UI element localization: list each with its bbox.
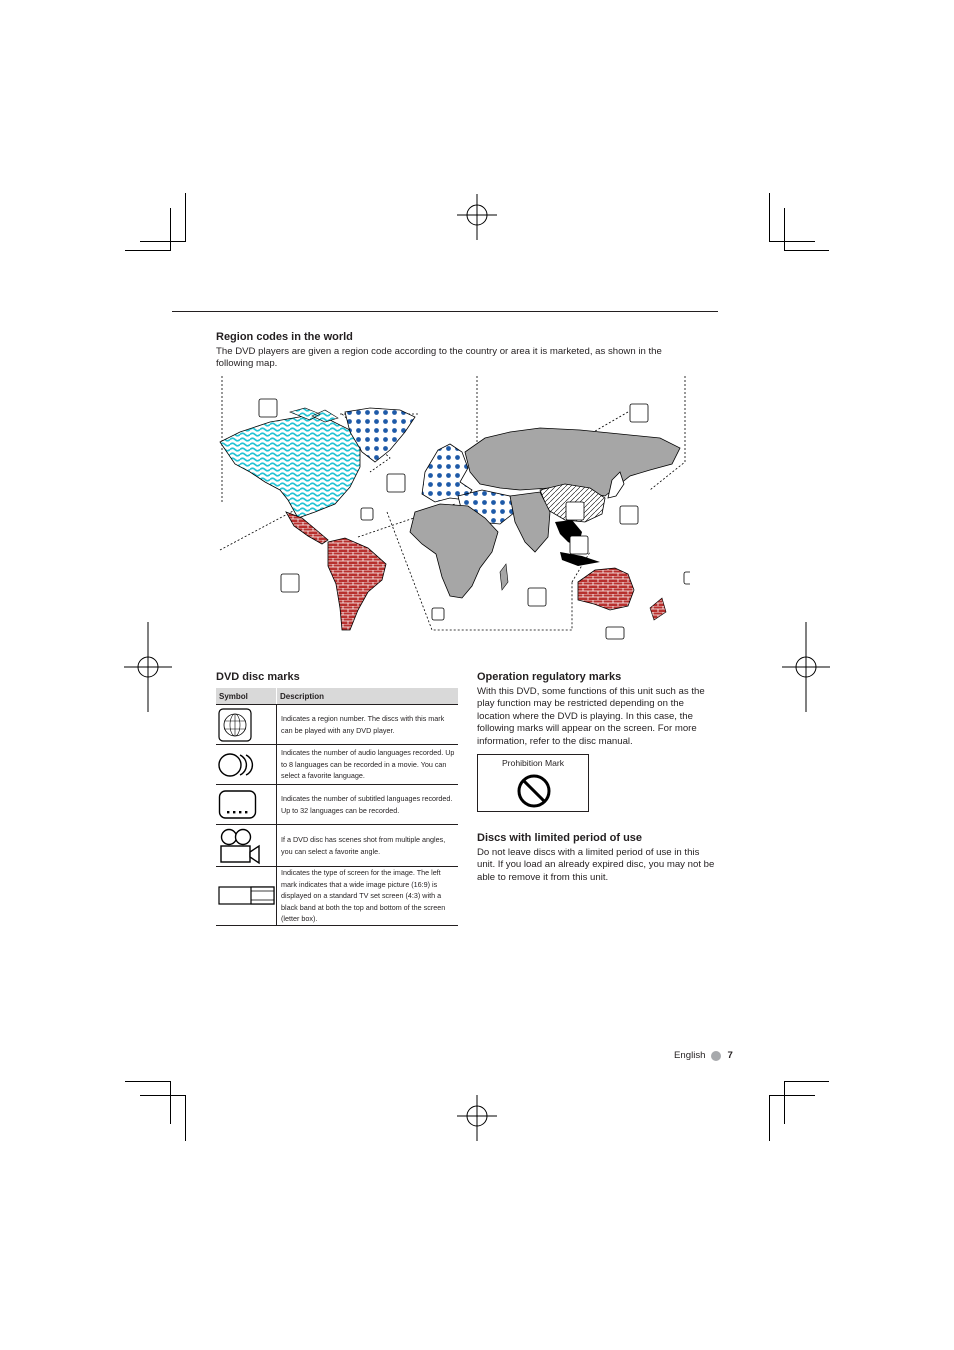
crop-mark [185, 1095, 186, 1141]
crop-mark [769, 193, 770, 242]
disc-marks-heading: DVD disc marks [216, 671, 300, 683]
crop-mark [185, 193, 186, 242]
footer-dot-icon [711, 1051, 721, 1061]
audio-languages-icon [218, 750, 266, 780]
region-5-africa [410, 504, 498, 598]
regulatory-body: With this DVD, some functions of this unit such as the play function may be restricted depending on the location where the DVD is playing. In this case, the following marks will appear on the screen. For more information, refer to the disc manual. [477, 686, 705, 747]
region-globe-icon [218, 708, 252, 742]
column-header-symbol: Symbol [216, 688, 277, 705]
crop-mark [170, 1081, 171, 1124]
registration-mark [457, 194, 497, 240]
crop-mark [784, 208, 785, 251]
registration-mark [782, 622, 830, 712]
crop-mark [140, 1095, 186, 1096]
table-row [216, 825, 458, 867]
description-cell: If a DVD disc has scenes shot from multiple angles, you can select a favorite angle. [277, 825, 459, 867]
page-number: 7 [727, 1050, 733, 1061]
region-1-north-america [220, 416, 360, 518]
crop-mark [769, 1095, 770, 1141]
region-2-europe [422, 444, 472, 502]
description-cell: Indicates a region number. The discs with this mark can be played with any DVD player. [277, 705, 459, 745]
table-row [216, 745, 458, 785]
region-codes-heading: Region codes in the world [216, 331, 353, 343]
region-codes-body: The DVD players are given a region code according to the country or area it is marketed, as shown in the following map. [216, 346, 662, 370]
table-row [216, 867, 458, 926]
crop-mark [170, 208, 171, 251]
crop-mark [769, 1095, 815, 1096]
region-world-map [210, 372, 690, 640]
page-footer [674, 1050, 733, 1061]
footer-language: English [674, 1050, 706, 1061]
registration-mark [457, 1095, 497, 1141]
crop-mark [769, 241, 815, 242]
camera-angle-icon [218, 827, 262, 865]
prohibition-mark-label: Prohibition Mark [501, 758, 565, 768]
crop-mark [125, 250, 171, 251]
header-rule [172, 311, 718, 312]
subtitle-languages-icon [218, 789, 258, 821]
crop-mark [784, 1081, 785, 1124]
description-cell: Indicates the number of subtitled languages recorded. Up to 32 languages can be recorded. [277, 785, 459, 825]
limited-period-heading: Discs with limited period of use [477, 832, 643, 844]
region-4-south-america [328, 538, 386, 630]
prohibition-mark-box [477, 754, 589, 812]
disc-marks-table [216, 688, 458, 926]
registration-mark [124, 622, 172, 712]
screen-ratio-icon [218, 886, 276, 906]
prohibition-icon [515, 773, 553, 809]
description-cell: Indicates the number of audio languages recorded. Up to 8 languages can be recorded in a movie. You can select a favorite language. [277, 745, 459, 785]
crop-mark [125, 1081, 171, 1082]
crop-mark [140, 241, 186, 242]
crop-mark [784, 250, 829, 251]
description-cell: Indicates the type of screen for the image. The left mark indicates that a wide image picture (16:9) is displayed on a standard TV set screen (4:3) with a black band at both the top and bottom of the screen (letter box). [277, 867, 459, 926]
table-row [216, 705, 458, 745]
column-header-description: Description [277, 688, 459, 705]
regulatory-heading: Operation regulatory marks [477, 671, 622, 683]
crop-mark [784, 1081, 829, 1082]
region-4-australia [578, 568, 634, 610]
table-row [216, 785, 458, 825]
limited-period-body: Do not leave discs with a limited period of use in this unit. If you load an already expired disc, you may not be able to remove it from this unit. [477, 847, 715, 883]
